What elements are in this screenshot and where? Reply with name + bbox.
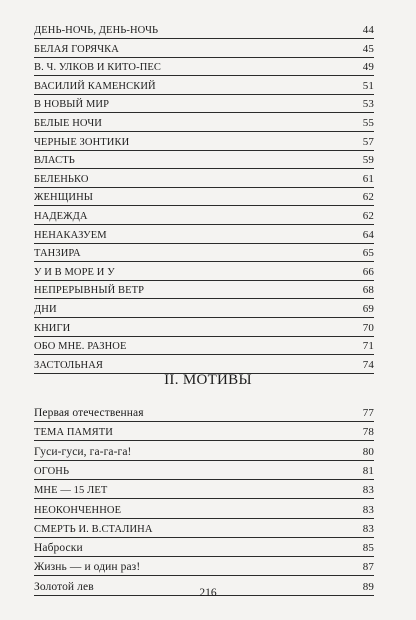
toc-entry	[34, 133, 374, 151]
toc-entry-page: 62	[362, 210, 374, 222]
toc-entry-title: Первая отечественная	[34, 407, 144, 419]
toc-entry-page: 51	[362, 79, 374, 92]
toc-entry-title: Золотой лев	[34, 580, 94, 593]
toc-entry-page: 70	[362, 321, 374, 334]
toc-entry-title: НАДЕЖДА	[34, 211, 88, 222]
toc-entry	[34, 423, 374, 441]
toc-entry-page: 61	[362, 172, 374, 185]
toc-entry-page: 74	[362, 358, 374, 371]
toc-entry	[34, 501, 374, 519]
toc-entry-title: БЕЛАЯ ГОРЯЧКА	[34, 43, 119, 55]
toc-entry-title: ОГОНЬ	[34, 465, 70, 477]
toc-entry-title: ДЕНЬ-НОЧЬ, ДЕНЬ-НОЧЬ	[34, 25, 159, 36]
toc-entry-page: 83	[362, 522, 374, 535]
toc-entry	[34, 114, 374, 132]
toc-entry	[34, 443, 374, 461]
toc-entry-title: ЧЕРНЫЕ ЗОНТИКИ	[34, 136, 130, 148]
toc-entry-page: 83	[362, 503, 374, 516]
toc-entry-page: 45	[362, 42, 374, 55]
toc-entry-title: Жизнь — и один раз!	[34, 561, 141, 574]
page-number: 216	[199, 587, 217, 599]
toc-entry-title: Гуси-гуси, га-га-га!	[34, 445, 132, 458]
toc-entry	[34, 558, 374, 576]
toc-entry	[34, 263, 374, 281]
toc-entry-page: 59	[362, 154, 374, 167]
toc-entry	[34, 539, 374, 557]
toc-entry-title: В. Ч. УЛКОВ И КИТО-ПЕС	[34, 62, 162, 74]
toc-entry	[34, 300, 374, 318]
toc-entry-title: Наброски	[34, 542, 83, 555]
toc-entry-title: МНЕ — 15 ЛЕТ	[34, 485, 108, 497]
toc-entry	[34, 77, 374, 95]
toc-entry	[34, 151, 374, 169]
toc-entry-page: 89	[362, 580, 374, 593]
toc-entry	[34, 226, 374, 244]
toc-entry-title: КНИГИ	[34, 322, 71, 334]
toc-entry-page: 85	[362, 542, 374, 555]
toc-entry	[34, 207, 374, 225]
toc-entry-title: НЕНАКАЗУЕМ	[34, 229, 107, 241]
toc-entry-title: ЗАСТОЛЬНАЯ	[34, 359, 103, 371]
toc-entry	[34, 244, 374, 262]
toc-entry-page: 66	[362, 265, 374, 278]
toc-entry-title: НЕПРЕРЫВНЫЙ ВЕТР	[34, 285, 145, 297]
toc-entry	[34, 170, 374, 188]
toc-entry-page: 53	[362, 98, 374, 111]
toc-entry	[34, 188, 374, 206]
toc-entry-page: 64	[362, 228, 374, 241]
toc-entry-title: ТАНЗИРА	[34, 248, 81, 260]
toc-entry-page: 77	[362, 407, 374, 419]
toc-entry-page: 81	[362, 464, 374, 477]
toc-entry	[34, 40, 374, 58]
toc-entry	[34, 481, 374, 499]
toc-entry	[34, 95, 374, 113]
section-heading: II. МОТИВЫ	[164, 372, 252, 388]
toc-entry-title: ДНИ	[34, 304, 57, 315]
toc-entry-page: 80	[362, 445, 374, 458]
toc-entry-title: БЕЛЫЕ НОЧИ	[34, 118, 102, 129]
toc-entry	[34, 462, 374, 480]
toc-entry-title: БЕЛЕНЬКО	[34, 173, 89, 185]
toc-entry-page: 83	[362, 484, 374, 497]
toc-entry-page: 87	[362, 561, 374, 574]
toc-entry	[34, 404, 374, 422]
toc-entry	[34, 58, 374, 76]
toc-entry-title: ЖЕНЩИНЫ	[34, 192, 94, 204]
toc-entry	[34, 21, 374, 39]
toc-entry-page: 68	[362, 284, 374, 297]
toc-entry-page: 69	[362, 303, 374, 315]
toc-entry-page: 57	[362, 135, 374, 148]
toc-entry-page: 62	[362, 191, 374, 204]
toc-entry-page: 78	[362, 426, 374, 439]
toc-entry	[34, 337, 374, 355]
toc-entry-title: ВАСИЛИЙ КАМЕНСКИЙ	[34, 80, 156, 92]
toc-entry-page: 44	[362, 24, 374, 36]
toc-entry-title: НЕОКОНЧЕННОЕ	[34, 504, 122, 516]
toc-entry	[34, 520, 374, 538]
toc-entry-title: В НОВЫЙ МИР	[34, 99, 110, 111]
toc-entry-title: ОБО МНЕ. РАЗНОЕ	[34, 341, 127, 353]
toc-entry-title: СМЕРТЬ И. В.СТАЛИНА	[34, 523, 153, 535]
toc-entry-page: 65	[362, 247, 374, 260]
toc-entry-page: 55	[362, 117, 374, 129]
toc-entry-title: У И В МОРЕ И У	[34, 266, 115, 278]
toc-entry	[34, 281, 374, 299]
toc-entry	[34, 319, 374, 337]
toc-entry-page: 49	[362, 61, 374, 74]
toc-entry-page: 71	[362, 340, 374, 353]
toc-entry-title: ВЛАСТЬ	[34, 155, 75, 167]
toc-entry-title: ТЕМА ПАМЯТИ	[34, 427, 113, 439]
